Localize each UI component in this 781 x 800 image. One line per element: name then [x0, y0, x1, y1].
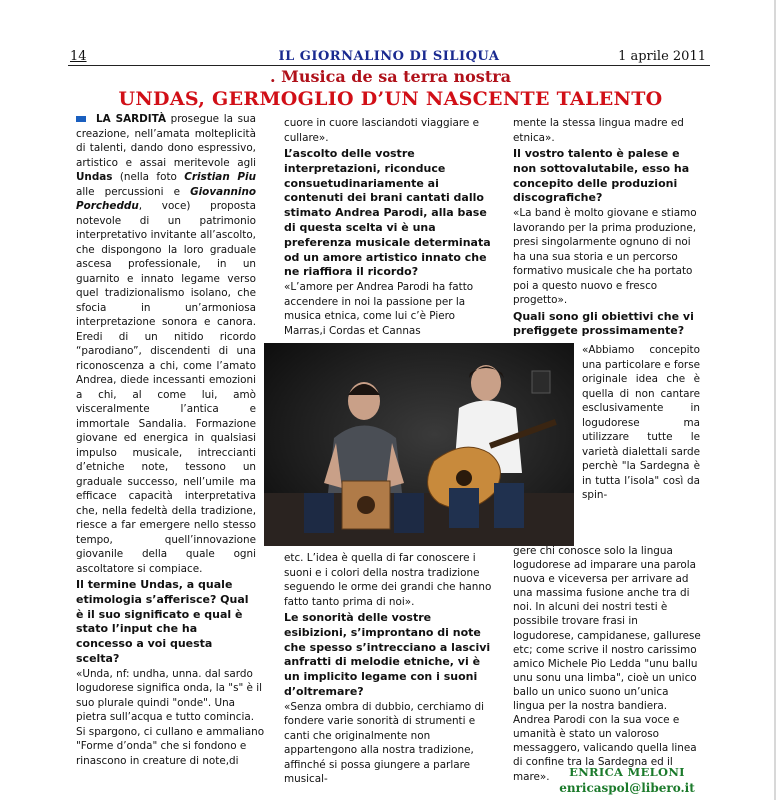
answer: etc. L’idea è quella di far conoscere i suoni e i colori della nostra tradizione seguendo le orme dei grandi che hanno fatto tanto prima di noi».	[284, 552, 492, 608]
question: Il vostro talento è palese e non sottovalutabile, esso ha concepito delle produzioni discografiche?	[513, 147, 690, 205]
column-3	[513, 116, 701, 339]
article-headline: UNDAS, GERMOGLIO D’UN NASCENTE TALENTO	[118, 88, 663, 110]
question: Le sonorità delle vostre esibizioni, s’improntano di note che spesso s’intrecciano a lascivi anfratti di melodie etniche, vi è un implicito legame con i suoni d’oltremare?	[284, 611, 491, 698]
intro-paragraph	[76, 112, 256, 576]
answer: «La band è molto giovane e stiamo lavorando per la prima produzione, presi singolarmente ognuno di noi ha una sua storia e un percorso formativo musicale che ha portato poi a questo nuovo e fresco progetto».	[513, 207, 697, 307]
answer: gere chi conosce solo la lingua logudorese ad imparare una parola nuova e viceversa per arrivare ad una massima fusione anche tra di noi. In alcuni dei nostri testi è possibile trovare frasi in logudorese, campidanese, gallurese etc; come scrive il nostro carissimo amico Michele Pio Ledda "unu ballu unu sonu una limba", cioè un unico ballo un unico suono un’unica lingua per la nostra bandiera. Andrea Parodi con la sua voce e umanità è stato un valoroso messaggero, valicando quella linea di confine tra la Sardegna ed il mare».	[513, 545, 701, 783]
section-title: . Musica de sa terra nostra	[270, 67, 511, 86]
band-photo	[264, 343, 574, 546]
issue-date: 1 aprile 2011	[618, 49, 706, 64]
author-email: enricaspol@libero.it	[559, 781, 695, 795]
answer: «Unda, nf: undha, unna. dal sardo logudorese significa onda, la "s" è il suo plurale quindi "onde". Una pietra sull’acqua e tutto comincia. Si spargono, ci cullano e ammaliano "Forme d’onda" che si fondono e rinascono in creature di note,di	[76, 667, 265, 767]
intro-text: prosegue la sua creazione, nell’amata molteplicità di talenti, dando dono espressivo, artistico e assai meritevole agli	[76, 113, 257, 169]
column-2-continued	[284, 551, 494, 787]
newspaper-title: IL GIORNALINO DI SILIQUA	[278, 49, 500, 64]
answer: «Senza ombra di dubbio, cerchiamo di fondere varie sonorità di strumenti e canti che originalmente non appartengono alla nostra tradizione, affinché si possa giungere a parlare musical-	[284, 700, 485, 786]
musician-name: Cristian Piu	[184, 171, 256, 183]
column-2	[284, 116, 494, 338]
answer: «Abbiamo concepito una particolare e forse originale idea che è quella di non cantare esclusivamente in logudorese ma utilizzare tutte le varietà dialettali sarde perchè "la Sardegna è in tutta l’isola" così da spin-	[582, 344, 700, 501]
musicians-photo-illustration	[264, 343, 574, 546]
intro-text: alle percussioni e	[76, 185, 191, 198]
intro-text: (nella foto	[112, 171, 185, 183]
signature	[556, 764, 698, 800]
question: L’ascolto delle vostre interpretazioni, riconduce consuetudinariamente ai contenuti dei brani cantati dallo stimato Andrea Parodi, alla base di questa scelta vi è una preferenza musicale determinata od un amore artistico innato che ne riaffiora il ricordo?	[284, 147, 491, 279]
author-name: ENRICA MELONI	[569, 765, 685, 779]
question: Quali sono gli obiettivi che vi prefiggete prossimamente?	[513, 309, 694, 338]
intro-text: , voce) proposta notevole di un patrimonio interpretativo invitante all’ascolto, che dispongono la loro graduale ascesa professionale, in un guarnito e innato legame verso quel tradizionalismo isolano, che sfocia in un’armoniosa interpretazione sonora e canora. Eredi di un nitido ricordo “parodiano”, discendenti di una riconoscenza a chi, come l’amato Andrea, diede incessanti emozioni a chi, al come lui, amò visceralmente l’antica e immortale Sandalia. Formazione giovane ed energica in qualsiasi impulso musicale, intreccianti d’etniche note, tessono un graduale successo, nell’umile ma efficace capacità interpretativa che, nella fedeltà della tradizione, riesce a far emergere nello stesso tempo, quell’innovazione giovanile della quale ogni ascoltatore si compiace.	[76, 200, 256, 575]
answer: mente la stessa lingua madre ed etnica».	[513, 117, 684, 144]
column-3-continued	[513, 544, 701, 784]
answer: «L’amore per Andrea Parodi ha fatto accendere in noi la passione per la musica etnica, come lui c’è Piero Marras,i Cordas et Cannas	[284, 281, 474, 337]
column-1	[76, 112, 265, 768]
lead-word: LA SARDITÀ	[96, 113, 166, 125]
paragraph-marker-icon	[76, 116, 86, 122]
masthead	[68, 49, 710, 66]
page-number: 14	[70, 49, 87, 64]
answer: cuore in cuore lasciandoti viaggiare e cullare».	[284, 117, 479, 144]
question: Il termine Undas, a quale etimologia s’afferisce? Qual è il suo significato e qual è stato l’input che ha concesso a voi questa scelta?	[76, 578, 249, 665]
musician-name: Giovannino Porcheddu	[76, 185, 256, 212]
column-3-narrow	[582, 343, 700, 503]
band-name: Undas	[76, 171, 113, 183]
